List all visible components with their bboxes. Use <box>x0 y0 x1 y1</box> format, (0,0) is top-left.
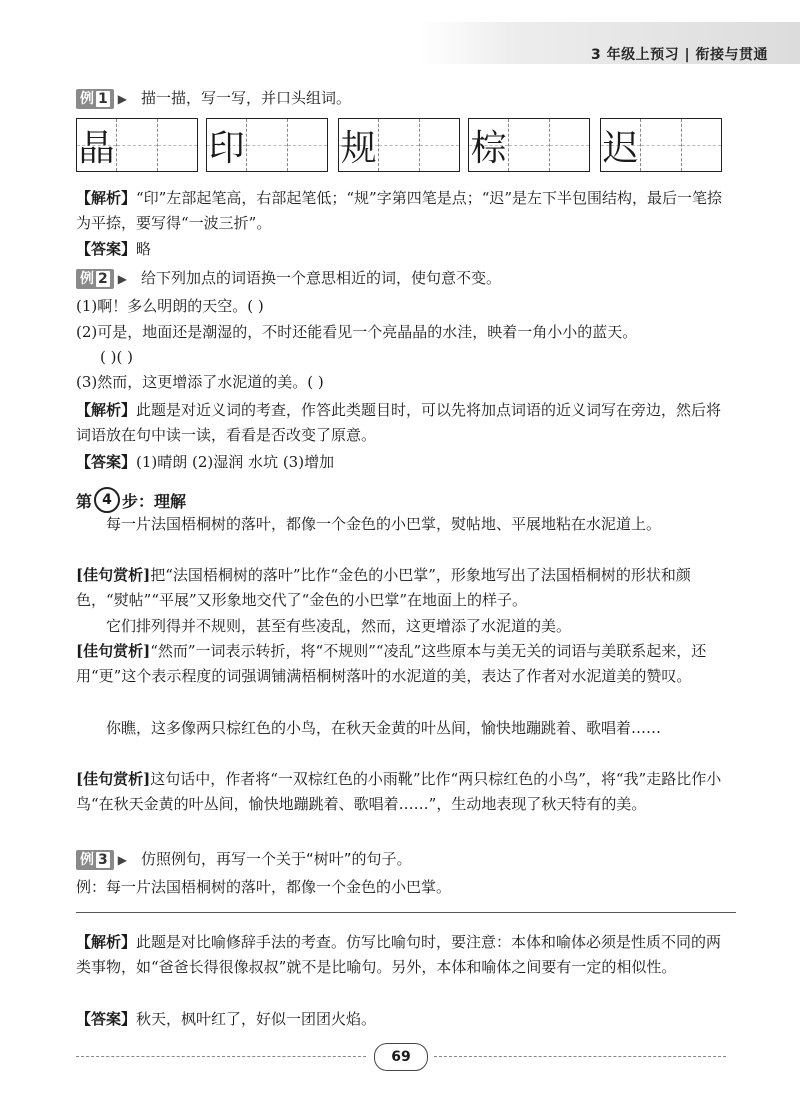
writing-cell[interactable] <box>247 119 287 171</box>
step-suffix: 步：理解 <box>122 491 187 511</box>
analysis-text: 此题是对比喻修辞手法的考查。仿写比喻句时，要注意：本体和喻体必须是性质不同的两类事物，如“爸爸长得很像叔叔”就不是比喻句。另外，本体和喻体之间要有一定的相似性。 <box>76 933 722 976</box>
char-group-5 <box>600 118 722 172</box>
trace-character: 晶 <box>78 127 115 169</box>
example1-label: 例 1 <box>76 89 114 109</box>
analysis-tag: 【解析】 <box>76 189 137 207</box>
footer-dashed-line-left <box>76 1056 366 1057</box>
answer-text: 略 <box>136 240 152 258</box>
reading-passage-3: 你瞧，这多像两只棕红色的小鸟，在秋天金黄的叶丛间，愉快地蹦跳着、歌唱着…… <box>106 719 662 737</box>
triangle-icon: ▶ <box>117 853 127 867</box>
appreciation-2 <box>76 639 726 689</box>
example2-q2-blanks[interactable]: ( )( ) <box>100 348 133 366</box>
writing-cell[interactable] <box>117 119 157 171</box>
answer-tag: 【答案】 <box>76 240 137 258</box>
appreciation-tag: [佳句赏析] <box>76 566 151 584</box>
example3-label: 例 3 <box>76 850 114 870</box>
page-number: 69 <box>374 1043 428 1071</box>
example3-answer <box>76 1007 726 1032</box>
writing-cell[interactable] <box>379 119 419 171</box>
example3-sample: 例：每一片法国梧桐树的落叶，都像一个金色的小巴掌。 <box>76 878 452 896</box>
analysis-text: 此题是对近义词的考查，作答此类题目时，可以先将加点词语的近义词写在旁边，然后将词语放在句中读一读，看看是否改变了原意。 <box>76 401 722 444</box>
char-group-1 <box>76 118 198 172</box>
answer-text: 秋天，枫叶红了，好似一团团火焰。 <box>136 1010 377 1028</box>
analysis-tag: 【解析】 <box>76 933 137 951</box>
answer-line[interactable] <box>76 912 736 913</box>
tracing-grid <box>76 118 726 172</box>
example2-instruction: 给下列加点的词语换一个意思相近的词，使句意不变。 <box>140 269 501 287</box>
example2-q2: (2)可是，地面还是潮湿的，不时还能看见一个亮晶晶的水洼，映着一角小小的蓝天。 <box>76 323 638 341</box>
reading-passage-1: 每一片法国梧桐树的落叶，都像一个金色的小巴掌，熨帖地、平展地粘在水泥道上。 <box>106 515 662 533</box>
example2-q3: (3)然而，这更增添了水泥道的美。( ) <box>76 373 324 391</box>
writing-cell[interactable] <box>550 119 589 171</box>
triangle-icon: ▶ <box>117 272 127 286</box>
writing-cell[interactable] <box>288 119 327 171</box>
appreciation-3 <box>76 767 726 817</box>
step-prefix: 第 <box>76 491 93 511</box>
trace-character: 印 <box>208 127 245 169</box>
example1-heading <box>76 86 726 112</box>
analysis-text: “印”左部起笔高，右部起笔低；“规”字第四笔是点；“迟”是左下半包围结构，最后一笔捺为平捺，要写得“一波三折”。 <box>76 189 723 232</box>
appreciation-text: “然而”一词表示转折，将“不规则”“凌乱”这些原本与美无关的词语与美联系起来，还用“更”这个表示程度的词强调铺满梧桐树落叶的水泥道的美，表达了作者对水泥道美的赞叹。 <box>76 642 707 685</box>
step-heading <box>76 487 186 513</box>
trace-character: 棕 <box>470 127 507 169</box>
example2-q1: (1)啊！多么明朗的天空。( ) <box>76 297 264 315</box>
appreciation-text: 这句话中，作者将“一双棕红色的小雨靴”比作“两只棕红色的小鸟”，将“我”走路比作小鸟“在秋天金黄的叶丛间，愉快地蹦跳着、歌唱着……”，生动地表现了秋天特有的美。 <box>76 770 722 813</box>
example2-heading <box>76 266 726 292</box>
example3-instruction: 仿照例句，再写一个关于“树叶”的句子。 <box>140 850 412 868</box>
appreciation-1 <box>76 563 726 613</box>
answer-text: (1)晴朗 (2)湿润 水坑 (3)增加 <box>136 453 335 471</box>
example3-heading <box>76 847 726 873</box>
analysis-tag: 【解析】 <box>76 401 137 419</box>
appreciation-tag: [佳句赏析] <box>76 642 151 660</box>
reading-passage-2: 它们排列得并不规则，甚至有些凌乱，然而，这更增添了水泥道的美。 <box>106 617 572 635</box>
answer-tag: 【答案】 <box>76 453 137 471</box>
writing-cell[interactable] <box>682 119 721 171</box>
char-group-2 <box>206 118 328 172</box>
example2-analysis <box>76 398 726 448</box>
appreciation-tag: [佳句赏析] <box>76 770 151 788</box>
trace-character: 规 <box>340 127 377 169</box>
step-number: 4 <box>94 487 120 513</box>
answer-tag: 【答案】 <box>76 1010 137 1028</box>
trace-character: 迟 <box>602 127 639 169</box>
writing-cell[interactable] <box>420 119 459 171</box>
char-group-3 <box>338 118 460 172</box>
example1-analysis <box>76 186 726 236</box>
writing-cell[interactable] <box>158 119 197 171</box>
char-group-4 <box>468 118 590 172</box>
example1-instruction: 描一描，写一写，并口头组词。 <box>140 89 351 107</box>
triangle-icon: ▶ <box>117 92 127 106</box>
page-header-title: 3 年级上预习 | 衔接与贯通 <box>591 47 768 63</box>
example3-analysis <box>76 930 726 980</box>
example2-answer <box>76 450 726 475</box>
footer-dashed-line-right <box>434 1056 726 1057</box>
appreciation-text: 把“法国梧桐树的落叶”比作“金色的小巴掌”，形象地写出了法国梧桐树的形状和颜色，“熨帖”“平展”又形象地交代了“金色的小巴掌”在地面上的样子。 <box>76 566 691 609</box>
writing-cell[interactable] <box>509 119 549 171</box>
example2-label: 例 2 <box>76 269 114 289</box>
writing-cell[interactable] <box>641 119 681 171</box>
example1-answer <box>76 237 726 262</box>
